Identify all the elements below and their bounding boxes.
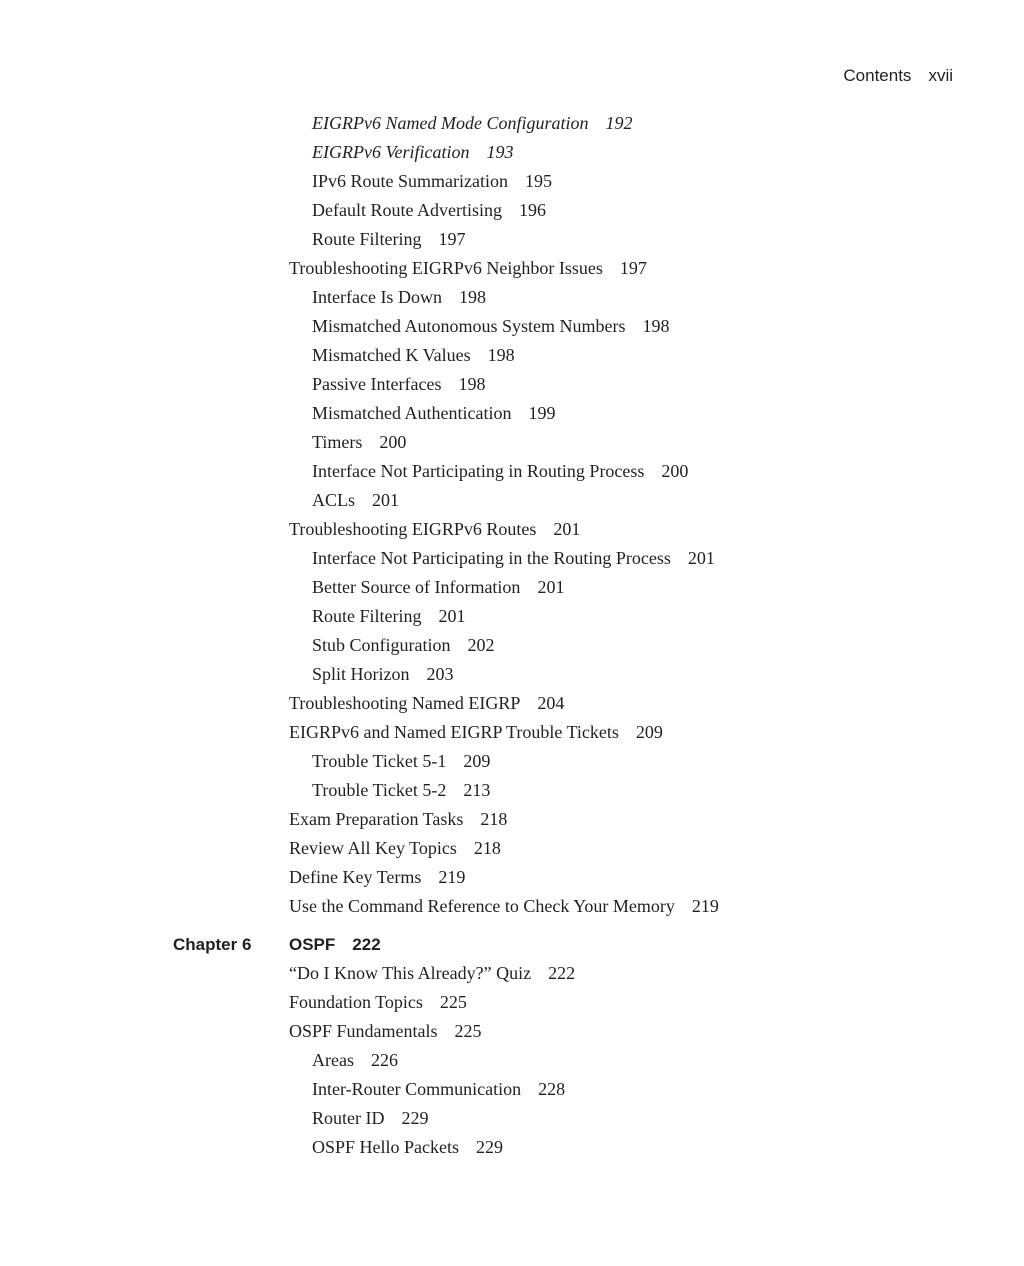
toc-subsection-entry[interactable] — [0, 196, 1024, 225]
toc-subsection-entry[interactable] — [0, 776, 1024, 805]
toc-entry-page-number: 226 — [370, 1050, 398, 1070]
toc-entry-title: Default Route Advertising — [312, 200, 502, 220]
toc-entries-before-chapter — [0, 109, 1024, 921]
toc-section-entry[interactable] — [0, 515, 1024, 544]
toc-entry-title: Interface Is Down — [312, 287, 442, 307]
toc-entry-title: EIGRPv6 and Named EIGRP Trouble Tickets — [289, 722, 619, 742]
toc-entry-page-number: 193 — [486, 142, 514, 162]
toc-entry-title: OSPF Fundamentals — [289, 1021, 438, 1041]
toc-entry-title: EIGRPv6 Named Mode Configuration — [312, 113, 589, 133]
toc-entry-title: Mismatched Autonomous System Numbers — [312, 316, 626, 336]
toc-subsection-entry[interactable] — [0, 602, 1024, 631]
toc-entry-page-number: 198 — [642, 316, 670, 336]
toc-entry-title: Better Source of Information — [312, 577, 521, 597]
toc-entry-title: Interface Not Participating in the Routing Process — [312, 548, 671, 568]
toc-entry-title: Trouble Ticket 5-2 — [312, 780, 447, 800]
toc-section-entry[interactable] — [0, 689, 1024, 718]
toc-entry-page-number: 225 — [439, 992, 467, 1012]
toc-entry-title: Route Filtering — [312, 606, 422, 626]
toc-entries-after-chapter — [0, 959, 1024, 1162]
header-page-number: xvii — [928, 66, 953, 85]
toc-subsection-entry[interactable] — [0, 370, 1024, 399]
toc-section-entry[interactable] — [0, 718, 1024, 747]
toc-subsection-entry[interactable] — [0, 660, 1024, 689]
toc-section-entry[interactable] — [0, 254, 1024, 283]
toc-subsection-entry[interactable] — [0, 631, 1024, 660]
toc-entry-title: Interface Not Participating in Routing Process — [312, 461, 645, 481]
toc-subsection-entry[interactable] — [0, 486, 1024, 515]
toc-entry-page-number: 201 — [553, 519, 581, 539]
toc-section-entry[interactable] — [0, 959, 1024, 988]
toc-entry-title: Troubleshooting Named EIGRP — [289, 693, 521, 713]
toc-entry-page-number: 229 — [476, 1137, 504, 1157]
toc-subsection-entry[interactable] — [0, 457, 1024, 486]
toc-subsection-entry[interactable] — [0, 312, 1024, 341]
running-header — [843, 66, 953, 86]
toc-entry-title: Define Key Terms — [289, 867, 422, 887]
toc-section-entry[interactable] — [0, 805, 1024, 834]
toc-subsection-entry[interactable] — [0, 109, 1024, 138]
toc-entry-page-number: 201 — [687, 548, 715, 568]
toc-entry-title: Inter-Router Communication — [312, 1079, 522, 1099]
toc-entry-title: Foundation Topics — [289, 992, 423, 1012]
toc-entry-title: ACLs — [312, 490, 356, 510]
toc-entry-page-number: 202 — [467, 635, 495, 655]
table-of-contents — [0, 109, 1024, 1162]
toc-subsection-entry[interactable] — [0, 544, 1024, 573]
toc-section-entry[interactable] — [0, 892, 1024, 921]
toc-entry-page-number: 198 — [458, 287, 486, 307]
toc-entry-title: Stub Configuration — [312, 635, 451, 655]
toc-entry-title: “Do I Know This Already?” Quiz — [289, 963, 532, 983]
toc-section-entry[interactable] — [0, 834, 1024, 863]
toc-entry-title: Mismatched K Values — [312, 345, 471, 365]
toc-subsection-entry[interactable] — [0, 1046, 1024, 1075]
chapter-number-label: Chapter 6 — [173, 935, 252, 954]
toc-entry-page-number: 228 — [538, 1079, 566, 1099]
toc-entry-title: IPv6 Route Summarization — [312, 171, 508, 191]
toc-entry-title: Passive Interfaces — [312, 374, 442, 394]
toc-entry-page-number: 199 — [528, 403, 556, 423]
toc-entry-page-number: 195 — [524, 171, 552, 191]
toc-entry-page-number: 198 — [458, 374, 486, 394]
toc-subsection-entry[interactable] — [0, 1075, 1024, 1104]
chapter-title-group — [289, 930, 381, 959]
toc-entry-title: EIGRPv6 Verification — [312, 142, 470, 162]
chapter-page-number: 222 — [352, 935, 381, 954]
toc-entry-title: Exam Preparation Tasks — [289, 809, 464, 829]
toc-entry-page-number: 225 — [454, 1021, 482, 1041]
toc-entry-page-number: 204 — [537, 693, 565, 713]
toc-entry-title: Areas — [312, 1050, 354, 1070]
toc-entry-page-number: 198 — [487, 345, 515, 365]
toc-entry-page-number: 213 — [463, 780, 491, 800]
toc-subsection-entry[interactable] — [0, 167, 1024, 196]
toc-entry-title: Split Horizon — [312, 664, 410, 684]
toc-entry-page-number: 219 — [691, 896, 719, 916]
toc-entry-page-number: 229 — [401, 1108, 429, 1128]
toc-subsection-entry[interactable] — [0, 747, 1024, 776]
toc-entry-page-number: 200 — [379, 432, 407, 452]
toc-entry-title: Troubleshooting EIGRPv6 Neighbor Issues — [289, 258, 603, 278]
toc-subsection-entry[interactable] — [0, 399, 1024, 428]
toc-subsection-entry[interactable] — [0, 283, 1024, 312]
toc-entry-page-number: 219 — [438, 867, 466, 887]
toc-entry-page-number: 203 — [426, 664, 454, 684]
toc-entry-page-number: 200 — [661, 461, 689, 481]
toc-entry-page-number: 192 — [605, 113, 633, 133]
toc-subsection-entry[interactable] — [0, 573, 1024, 602]
toc-section-entry[interactable] — [0, 1017, 1024, 1046]
toc-subsection-entry[interactable] — [0, 1133, 1024, 1162]
toc-entry-page-number: 201 — [537, 577, 565, 597]
toc-entry-page-number: 201 — [372, 490, 400, 510]
toc-subsection-entry[interactable] — [0, 341, 1024, 370]
toc-entry-title: Route Filtering — [312, 229, 422, 249]
toc-entry-page-number: 218 — [480, 809, 508, 829]
toc-subsection-entry[interactable] — [0, 138, 1024, 167]
toc-subsection-entry[interactable] — [0, 1104, 1024, 1133]
toc-entry-page-number: 196 — [518, 200, 546, 220]
toc-entry-title: OSPF Hello Packets — [312, 1137, 460, 1157]
toc-entry-title: Timers — [312, 432, 363, 452]
toc-entry-title: Mismatched Authentication — [312, 403, 512, 423]
toc-entry-page-number: 209 — [463, 751, 491, 771]
toc-entry-title: Trouble Ticket 5-1 — [312, 751, 447, 771]
toc-entry-page-number: 197 — [619, 258, 647, 278]
toc-section-entry[interactable] — [0, 863, 1024, 892]
toc-entry-page-number: 197 — [438, 229, 466, 249]
chapter-heading[interactable] — [0, 930, 1024, 959]
chapter-title: OSPF — [289, 935, 336, 954]
toc-entry-title: Review All Key Topics — [289, 838, 457, 858]
toc-subsection-entry[interactable] — [0, 225, 1024, 254]
toc-section-entry[interactable] — [0, 988, 1024, 1017]
toc-entry-title: Router ID — [312, 1108, 385, 1128]
toc-entry-title: Use the Command Reference to Check Your Memory — [289, 896, 675, 916]
header-section-title: Contents — [843, 66, 912, 85]
toc-entry-title: Troubleshooting EIGRPv6 Routes — [289, 519, 537, 539]
toc-entry-page-number: 222 — [548, 963, 576, 983]
toc-entry-page-number: 218 — [473, 838, 501, 858]
toc-entry-page-number: 209 — [635, 722, 663, 742]
toc-subsection-entry[interactable] — [0, 428, 1024, 457]
toc-entry-page-number: 201 — [438, 606, 466, 626]
